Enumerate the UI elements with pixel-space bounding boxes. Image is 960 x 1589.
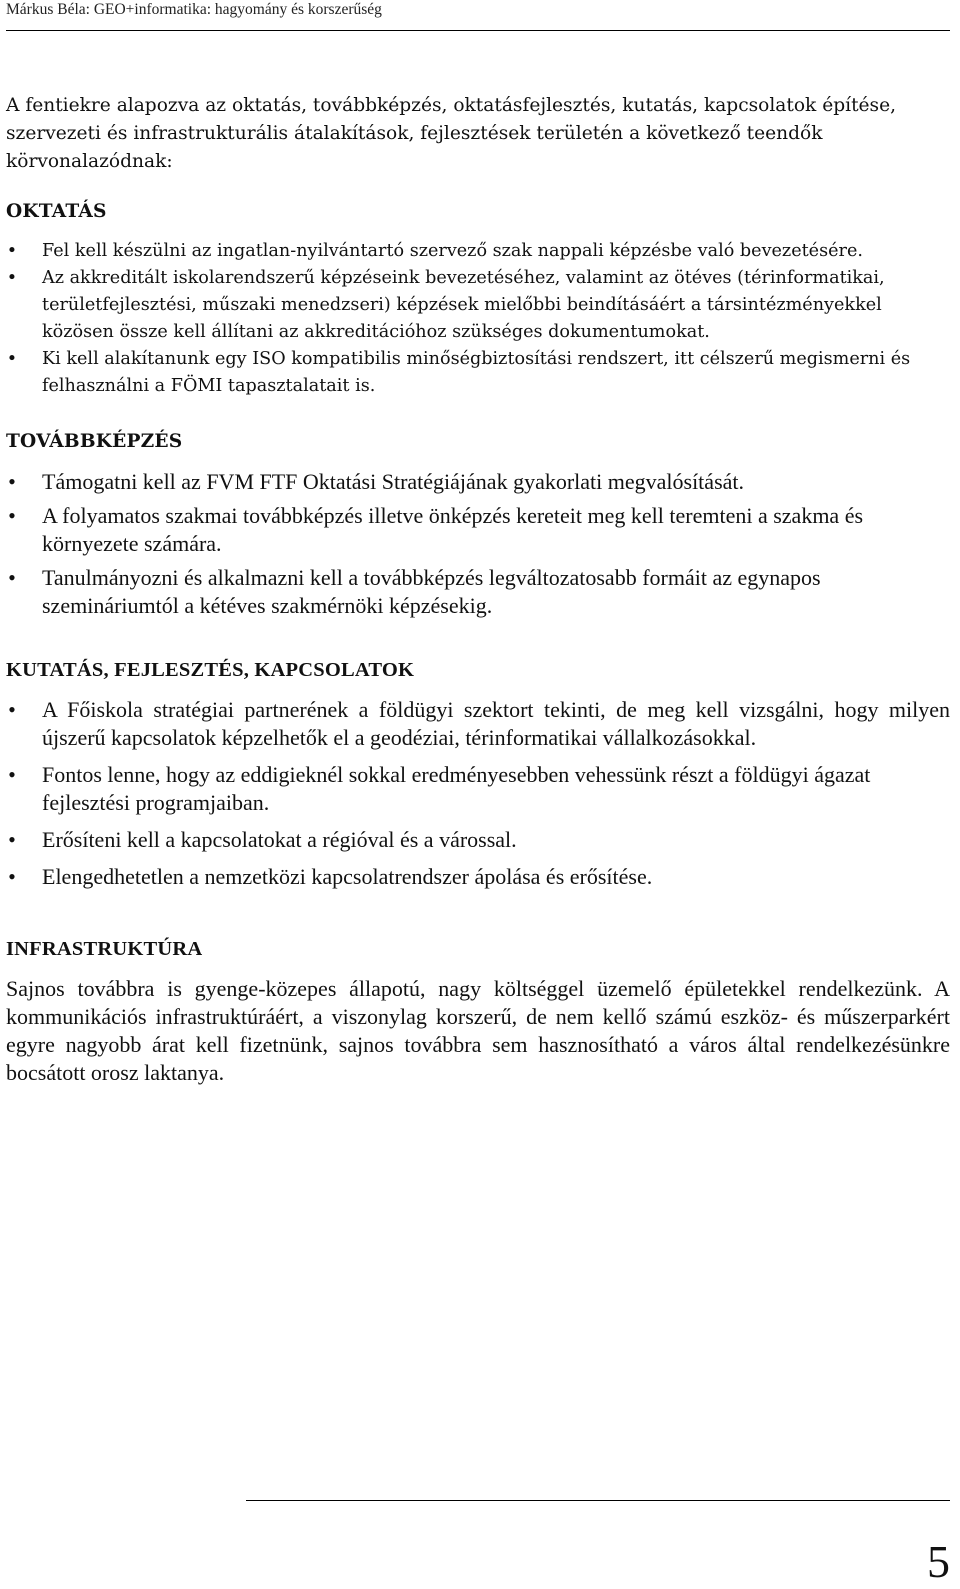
bullet-icon: • bbox=[8, 827, 16, 852]
section-kutatas bbox=[6, 656, 950, 891]
list-item-text: Az akkreditált iskolarendszerű képzéseink bevezetéséhez, valamint az ötéves (térinformatikai, területfejlesztési, műszaki menedzseri) képzések mielőbbi beindításáért a társintézményekkel közösen össze kell állítani az akkreditációhoz szükséges dokumentumokat. bbox=[42, 268, 885, 342]
list-item bbox=[6, 761, 950, 817]
section-oktatas bbox=[6, 198, 950, 400]
list-item bbox=[6, 502, 950, 558]
infrastruktura-paragraph: Sajnos továbbra is gyenge-közepes állapotú, nagy költséggel üzemelő épületekkel rendelkezünk. A kommunikációs infrastruktúráért, a viszonylag korszerű, de nem kellő számú eszköz- és műszerparkért egyre nagyobb árat kell fizetnünk, sajnos továbbra sem hasznosítható a város által rendelkezésünkre bocsátott orosz laktanya. bbox=[6, 976, 950, 1085]
bullet-icon: • bbox=[8, 503, 16, 528]
bullet-icon: • bbox=[8, 697, 16, 722]
page-content bbox=[6, 92, 950, 1087]
footer-divider bbox=[246, 1500, 950, 1501]
list-item-text: Elengedhetetlen a nemzetközi kapcsolatrendszer ápolása és erősítése. bbox=[42, 864, 653, 889]
list-item bbox=[6, 696, 950, 752]
list-item bbox=[6, 863, 950, 891]
list-item bbox=[6, 346, 950, 400]
running-header bbox=[6, 0, 950, 31]
list-item bbox=[6, 564, 950, 620]
bullet-icon: • bbox=[6, 349, 18, 369]
bullet-icon: • bbox=[6, 268, 18, 288]
list-item bbox=[6, 265, 950, 346]
section-title-infrastruktura: INFRASTRUKTÚRA bbox=[6, 938, 203, 960]
list-item-text: Erősíteni kell a kapcsolatokat a régióval és a várossal. bbox=[42, 827, 517, 852]
oktatas-list bbox=[6, 238, 950, 400]
tovabbkepzes-list bbox=[6, 468, 950, 620]
list-item bbox=[6, 468, 950, 496]
bullet-icon: • bbox=[8, 864, 16, 889]
section-title-kutatas: KUTATÁS, FEJLESZTÉS, KAPCSOLATOK bbox=[6, 659, 415, 681]
list-item bbox=[6, 238, 950, 265]
list-item-text: Ki kell alakítanunk egy ISO kompatibilis minőségbiztosítási rendszert, itt célszerű megismerni és felhasználni a FÖMI tapasztalatait is. bbox=[42, 349, 911, 396]
list-item-text: Fontos lenne, hogy az eddigieknél sokkal eredményesebben vehessünk részt a földügyi ágazat fejlesztési programjaiban. bbox=[42, 762, 871, 815]
list-item-text: Támogatni kell az FVM FTF Oktatási Stratégiájának gyakorlati megvalósítását. bbox=[42, 469, 745, 494]
section-title-oktatas: OKTATÁS bbox=[6, 201, 107, 222]
intro-paragraph: A fentiekre alapozva az oktatás, továbbképzés, oktatásfejlesztés, kutatás, kapcsolatok építése, szervezeti és infrastrukturális átalakítások, fejlesztések területén a következő teendők körvonalazódnak: bbox=[6, 95, 897, 172]
list-item-text: A folyamatos szakmai továbbképzés illetve önképzés kereteit meg kell teremteni a szakma és környezete számára. bbox=[42, 503, 864, 556]
running-header-text: Márkus Béla: GEO+informatika: hagyomány és korszerűség bbox=[6, 1, 382, 18]
bullet-icon: • bbox=[8, 565, 16, 590]
list-item-text: Fel kell készülni az ingatlan-nyilvántartó szervező szak nappali képzésbe való bevezetésére. bbox=[42, 241, 863, 261]
section-title-tovabbkepzes: TOVÁBBKÉPZÉS bbox=[6, 431, 183, 452]
kutatas-list bbox=[6, 696, 950, 891]
bullet-icon: • bbox=[8, 469, 16, 494]
list-item bbox=[6, 826, 950, 854]
section-infrastruktura bbox=[6, 935, 950, 1087]
list-item-text: A Főiskola stratégiai partnerének a földügyi szektort tekinti, de meg kell vizsgálni, hogy milyen újszerű kapcsolatok képzelhetők el a geodéziai, térinformatikai vállalkozásokkal. bbox=[42, 697, 950, 750]
bullet-icon: • bbox=[8, 762, 16, 787]
section-tovabbkepzes bbox=[6, 428, 950, 620]
page-number: 5 bbox=[927, 1536, 950, 1587]
list-item-text: Tanulmányozni és alkalmazni kell a továbbképzés legváltozatosabb formáit az egynapos szemináriumtól a kétéves szakmérnöki képzésekig. bbox=[42, 565, 821, 618]
bullet-icon: • bbox=[6, 241, 18, 261]
